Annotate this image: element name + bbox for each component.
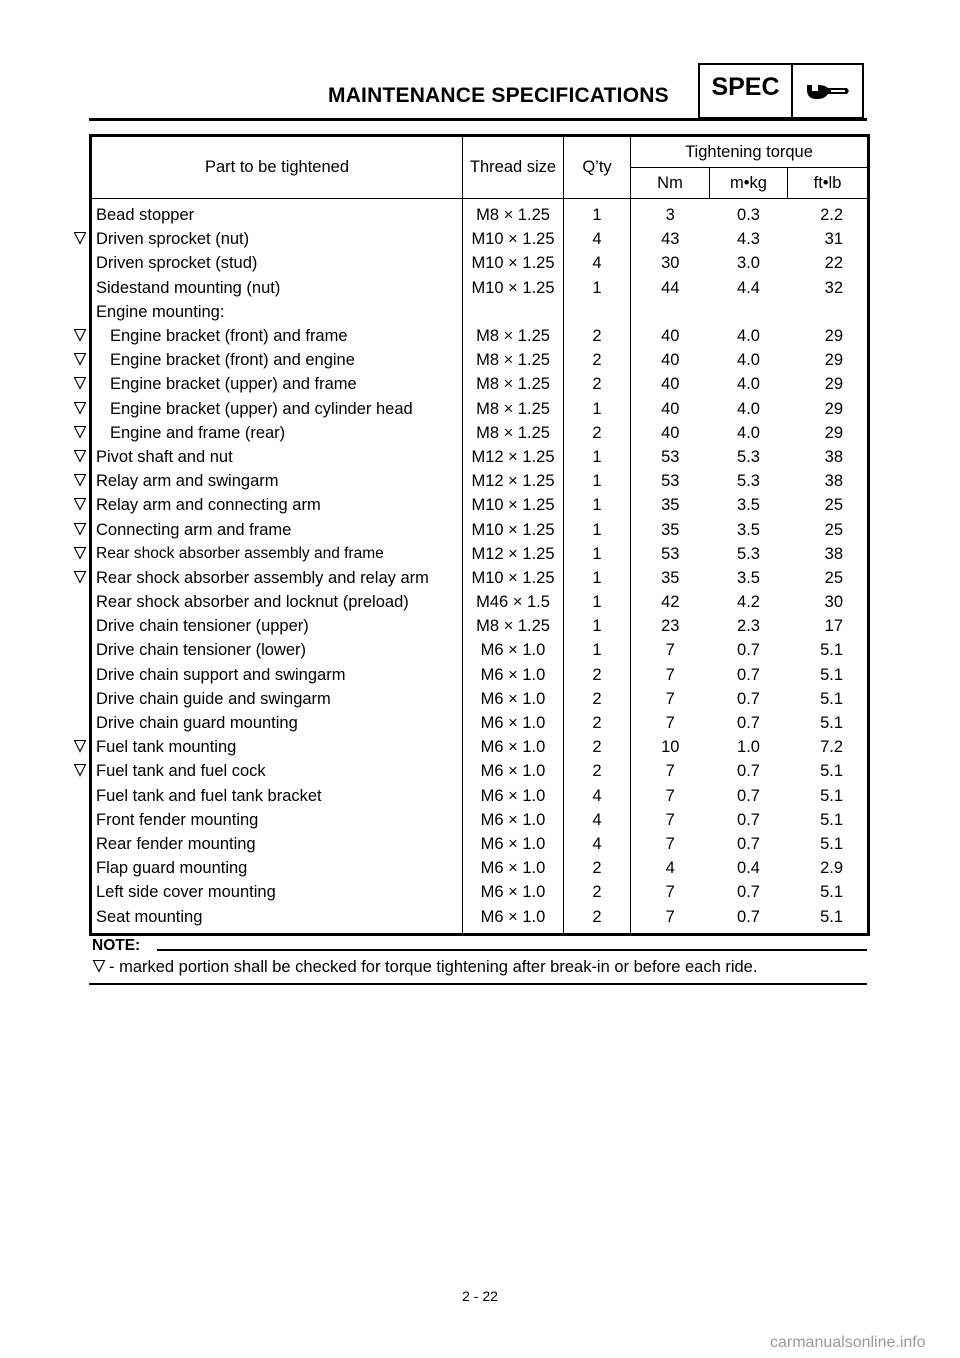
- cell-part: Drive chain tensioner (lower): [91, 638, 463, 662]
- cell-thread: M8 × 1.25: [463, 421, 564, 445]
- cell-thread: M6 × 1.0: [463, 784, 564, 808]
- cell-nm: 44: [661, 278, 680, 297]
- cell-thread: M6 × 1.0: [463, 663, 564, 687]
- cell-part: Engine mounting:: [91, 300, 463, 324]
- cell-thread: [463, 300, 564, 324]
- cell-nm: 40: [661, 399, 680, 418]
- table-row: [91, 469, 869, 493]
- cell-nm: 40: [661, 351, 680, 370]
- table-row: [91, 542, 869, 566]
- cell-part: Engine and frame (rear): [91, 421, 463, 445]
- cell-ftlb: 5.1: [820, 665, 844, 684]
- cell-thread: M10 × 1.25: [463, 251, 564, 275]
- cell-nm: 35: [661, 496, 680, 515]
- table-row: [91, 493, 869, 517]
- cell-qty: 2: [564, 735, 631, 759]
- cell-part: Rear shock absorber assembly and relay arm: [91, 566, 463, 590]
- cell-nm: 53: [661, 447, 680, 466]
- cell-qty: 1: [564, 445, 631, 469]
- table-row: [91, 300, 869, 324]
- triangle-marker-icon: [73, 231, 87, 245]
- table-row: [91, 566, 869, 590]
- note-text-line: [92, 958, 757, 977]
- cell-nm: 7: [665, 762, 675, 781]
- cell-mkg: 3.5: [737, 496, 760, 515]
- cell-mkg: 5.3: [737, 472, 760, 491]
- cell-thread: M12 × 1.25: [463, 469, 564, 493]
- cell-ftlb: 29: [824, 351, 844, 370]
- cell-thread: M8 × 1.25: [463, 199, 564, 228]
- cell-qty: 1: [564, 276, 631, 300]
- cell-qty: 1: [564, 199, 631, 228]
- cell-ftlb: 5.1: [820, 786, 844, 805]
- table-row: [91, 687, 869, 711]
- cell-qty: 2: [564, 856, 631, 880]
- cell-thread: M10 × 1.25: [463, 276, 564, 300]
- header-thread-size: Thread size: [463, 136, 564, 199]
- note-divider-bottom: [89, 983, 867, 985]
- cell-qty: 1: [564, 566, 631, 590]
- triangle-marker-icon: [73, 763, 87, 777]
- cell-ftlb: 38: [824, 472, 844, 491]
- table-row: [91, 832, 869, 856]
- cell-mkg: 1.0: [737, 738, 760, 757]
- cell-mkg: 4.0: [737, 375, 760, 394]
- cell-qty: 1: [564, 542, 631, 566]
- table-row: [91, 590, 869, 614]
- table-row: [91, 251, 869, 275]
- cell-qty: 2: [564, 372, 631, 396]
- triangle-marker-icon: [73, 739, 87, 753]
- cell-nm: 7: [665, 786, 675, 805]
- cell-qty: 2: [564, 904, 631, 934]
- triangle-marker-icon: [73, 449, 87, 463]
- triangle-marker-icon: [73, 522, 87, 536]
- header-quantity: Q’ty: [564, 136, 631, 199]
- cell-part: Rear shock absorber and locknut (preload): [91, 590, 463, 614]
- cell-ftlb: 25: [824, 520, 844, 539]
- cell-part: Fuel tank and fuel tank bracket: [91, 784, 463, 808]
- cell-part: Engine bracket (front) and frame: [91, 324, 463, 348]
- cell-mkg: 3.0: [737, 254, 760, 273]
- cell-nm: 7: [665, 665, 675, 684]
- table-row: [91, 904, 869, 934]
- cell-ftlb: 5.1: [820, 907, 844, 926]
- cell-ftlb: 32: [824, 278, 844, 297]
- table-body: [91, 199, 869, 935]
- cell-part: Sidestand mounting (nut): [91, 276, 463, 300]
- table-row: [91, 663, 869, 687]
- table-row: [91, 276, 869, 300]
- cell-mkg: 0.7: [737, 762, 760, 781]
- cell-thread: M10 × 1.25: [463, 566, 564, 590]
- cell-nm: 35: [661, 568, 680, 587]
- cell-qty: 1: [564, 469, 631, 493]
- cell-nm: 7: [665, 714, 675, 733]
- cell-part: Engine bracket (upper) and frame: [91, 372, 463, 396]
- cell-mkg: 4.0: [737, 351, 760, 370]
- cell-part: Engine bracket (front) and engine: [91, 348, 463, 372]
- cell-thread: M8 × 1.25: [463, 324, 564, 348]
- cell-ftlb: 5.1: [820, 714, 844, 733]
- cell-ftlb: 31: [824, 230, 844, 249]
- cell-part: Connecting arm and frame: [91, 517, 463, 541]
- cell-nm: 42: [661, 593, 680, 612]
- cell-ftlb: 29: [824, 327, 844, 346]
- table-row: [91, 638, 869, 662]
- cell-nm: 7: [665, 810, 675, 829]
- cell-nm: 43: [661, 230, 680, 249]
- cell-part: Drive chain guard mounting: [91, 711, 463, 735]
- cell-thread: M6 × 1.0: [463, 638, 564, 662]
- cell-ftlb: 29: [824, 399, 844, 418]
- cell-mkg: 0.7: [737, 641, 760, 660]
- table-row: [91, 397, 869, 421]
- table-row: [91, 372, 869, 396]
- cell-ftlb: 17: [824, 617, 844, 636]
- cell-qty: 1: [564, 493, 631, 517]
- cell-part: Engine bracket (upper) and cylinder head: [91, 397, 463, 421]
- cell-part: Drive chain tensioner (upper): [91, 614, 463, 638]
- table-row: [91, 784, 869, 808]
- cell-ftlb: 7.2: [820, 738, 844, 757]
- cell-qty: 1: [564, 397, 631, 421]
- note-text: - marked portion shall be checked for torque tightening after break-in or before each ride.: [109, 958, 758, 976]
- cell-part: Relay arm and connecting arm: [91, 493, 463, 517]
- cell-thread: M8 × 1.25: [463, 614, 564, 638]
- header-ftlb: ft•lb: [788, 168, 869, 199]
- cell-qty: 2: [564, 663, 631, 687]
- cell-mkg: 4.4: [737, 278, 760, 297]
- header-mkg: m•kg: [710, 168, 788, 199]
- watermark: carmanualsonline.info: [770, 1334, 926, 1351]
- cell-ftlb: 2.2: [820, 206, 844, 225]
- cell-thread: M6 × 1.0: [463, 711, 564, 735]
- cell-nm: 53: [661, 472, 680, 491]
- cell-thread: M6 × 1.0: [463, 880, 564, 904]
- torque-spec-table: [89, 134, 870, 936]
- table-row: [91, 348, 869, 372]
- cell-nm: 3: [665, 206, 675, 225]
- cell-part: Rear shock absorber assembly and frame: [91, 542, 463, 566]
- table-row: [91, 445, 869, 469]
- table-row: [91, 735, 869, 759]
- cell-qty: 4: [564, 251, 631, 275]
- cell-mkg: 4.3: [737, 230, 760, 249]
- triangle-marker-icon: [92, 959, 106, 973]
- spec-section-badge: [698, 63, 864, 119]
- cell-mkg: [710, 300, 788, 324]
- cell-qty: 4: [564, 808, 631, 832]
- table-row: [91, 324, 869, 348]
- cell-ftlb: 2.9: [820, 859, 844, 878]
- cell-thread: M10 × 1.25: [463, 227, 564, 251]
- cell-ftlb: 29: [824, 423, 844, 442]
- cell-qty: 1: [564, 517, 631, 541]
- cell-ftlb: 25: [824, 496, 844, 515]
- cell-mkg: 0.3: [737, 206, 760, 225]
- cell-mkg: 0.7: [737, 689, 760, 708]
- note-divider-top: [157, 949, 867, 951]
- cell-nm: 30: [661, 254, 680, 273]
- cell-part: Pivot shaft and nut: [91, 445, 463, 469]
- cell-nm: 7: [665, 834, 675, 853]
- cell-nm: 4: [665, 859, 675, 878]
- triangle-marker-icon: [73, 473, 87, 487]
- cell-nm: 23: [661, 617, 680, 636]
- cell-part: Drive chain guide and swingarm: [91, 687, 463, 711]
- triangle-marker-icon: [73, 328, 87, 342]
- cell-qty: 2: [564, 421, 631, 445]
- cell-ftlb: 38: [824, 544, 844, 563]
- cell-ftlb: 5.1: [820, 762, 844, 781]
- table-row: [91, 517, 869, 541]
- cell-ftlb: 5.1: [820, 689, 844, 708]
- note-label: NOTE:: [92, 937, 141, 954]
- cell-qty: 2: [564, 759, 631, 783]
- cell-thread: M8 × 1.25: [463, 397, 564, 421]
- triangle-marker-icon: [73, 401, 87, 415]
- cell-nm: 35: [661, 520, 680, 539]
- cell-nm: 7: [665, 883, 675, 902]
- cell-qty: 2: [564, 324, 631, 348]
- cell-part: Fuel tank and fuel cock: [91, 759, 463, 783]
- cell-mkg: 4.0: [737, 399, 760, 418]
- cell-nm: 40: [661, 327, 680, 346]
- cell-mkg: 4.2: [737, 593, 760, 612]
- cell-part: Fuel tank mounting: [91, 735, 463, 759]
- cell-thread: M10 × 1.25: [463, 493, 564, 517]
- cell-thread: M8 × 1.25: [463, 372, 564, 396]
- cell-thread: M6 × 1.0: [463, 808, 564, 832]
- table-row: [91, 421, 869, 445]
- cell-ftlb: 29: [824, 375, 844, 394]
- cell-qty: 2: [564, 687, 631, 711]
- cell-mkg: 3.5: [737, 568, 760, 587]
- cell-mkg: 0.7: [737, 786, 760, 805]
- cell-thread: M6 × 1.0: [463, 856, 564, 880]
- table-row: [91, 227, 869, 251]
- cell-nm: 53: [661, 544, 680, 563]
- triangle-marker-icon: [73, 570, 87, 584]
- cell-ftlb: 5.1: [820, 834, 844, 853]
- cell-mkg: 0.4: [737, 859, 760, 878]
- page-number: 2 - 22: [462, 1288, 498, 1304]
- cell-nm: 7: [665, 641, 675, 660]
- cell-part: Relay arm and swingarm: [91, 469, 463, 493]
- cell-qty: 2: [564, 880, 631, 904]
- cell-mkg: 0.7: [737, 834, 760, 853]
- cell-ftlb: [788, 300, 869, 324]
- header-tightening-torque: Tightening torque: [631, 136, 869, 168]
- cell-ftlb: 25: [824, 568, 844, 587]
- table-row: [91, 711, 869, 735]
- cell-part: Flap guard mounting: [91, 856, 463, 880]
- triangle-marker-icon: [73, 546, 87, 560]
- cell-thread: M8 × 1.25: [463, 348, 564, 372]
- cell-part: Drive chain support and swingarm: [91, 663, 463, 687]
- triangle-marker-icon: [73, 425, 87, 439]
- table-row: [91, 199, 869, 228]
- cell-thread: M6 × 1.0: [463, 735, 564, 759]
- cell-mkg: 0.7: [737, 714, 760, 733]
- cell-part: Seat mounting: [91, 904, 463, 934]
- cell-part: Driven sprocket (nut): [91, 227, 463, 251]
- cell-qty: 4: [564, 227, 631, 251]
- triangle-marker-icon: [73, 376, 87, 390]
- cell-mkg: 2.3: [737, 617, 760, 636]
- cell-ftlb: 5.1: [820, 641, 844, 660]
- cell-part: Front fender mounting: [91, 808, 463, 832]
- wrench-icon: [793, 65, 862, 117]
- cell-nm: 40: [661, 423, 680, 442]
- spec-label: SPEC: [700, 65, 793, 117]
- cell-nm: 7: [665, 689, 675, 708]
- cell-mkg: 0.7: [737, 665, 760, 684]
- cell-part: Left side cover mounting: [91, 880, 463, 904]
- triangle-marker-icon: [73, 497, 87, 511]
- cell-ftlb: 30: [824, 593, 844, 612]
- cell-part: Bead stopper: [91, 199, 463, 228]
- cell-mkg: 4.0: [737, 327, 760, 346]
- cell-nm: 40: [661, 375, 680, 394]
- cell-thread: M6 × 1.0: [463, 832, 564, 856]
- cell-qty: 1: [564, 590, 631, 614]
- cell-mkg: 0.7: [737, 810, 760, 829]
- cell-thread: M6 × 1.0: [463, 759, 564, 783]
- cell-qty: 4: [564, 784, 631, 808]
- cell-ftlb: 22: [824, 254, 844, 273]
- header-part: Part to be tightened: [91, 136, 463, 199]
- cell-thread: M12 × 1.25: [463, 445, 564, 469]
- header-nm: Nm: [631, 168, 710, 199]
- triangle-marker-icon: [73, 352, 87, 366]
- cell-ftlb: 5.1: [820, 810, 844, 829]
- cell-qty: 1: [564, 614, 631, 638]
- table-row: [91, 856, 869, 880]
- cell-qty: 4: [564, 832, 631, 856]
- table-row: [91, 614, 869, 638]
- cell-thread: M12 × 1.25: [463, 542, 564, 566]
- table-row: [91, 880, 869, 904]
- cell-nm: 7: [665, 907, 675, 926]
- cell-nm: 10: [661, 738, 680, 757]
- cell-mkg: 3.5: [737, 520, 760, 539]
- cell-ftlb: 5.1: [820, 883, 844, 902]
- cell-ftlb: 38: [824, 447, 844, 466]
- cell-mkg: 0.7: [737, 883, 760, 902]
- cell-mkg: 4.0: [737, 423, 760, 442]
- cell-thread: M6 × 1.0: [463, 687, 564, 711]
- cell-thread: M6 × 1.0: [463, 904, 564, 934]
- cell-qty: 1: [564, 638, 631, 662]
- cell-thread: M10 × 1.25: [463, 517, 564, 541]
- cell-qty: 2: [564, 711, 631, 735]
- cell-thread: M46 × 1.5: [463, 590, 564, 614]
- table-row: [91, 808, 869, 832]
- cell-mkg: 5.3: [737, 544, 760, 563]
- cell-mkg: 5.3: [737, 447, 760, 466]
- cell-nm: [631, 300, 710, 324]
- cell-part: Rear fender mounting: [91, 832, 463, 856]
- table-row: [91, 759, 869, 783]
- page-title: MAINTENANCE SPECIFICATIONS: [328, 84, 669, 107]
- cell-qty: 2: [564, 348, 631, 372]
- cell-mkg: 0.7: [737, 907, 760, 926]
- cell-part: Driven sprocket (stud): [91, 251, 463, 275]
- cell-qty: [564, 300, 631, 324]
